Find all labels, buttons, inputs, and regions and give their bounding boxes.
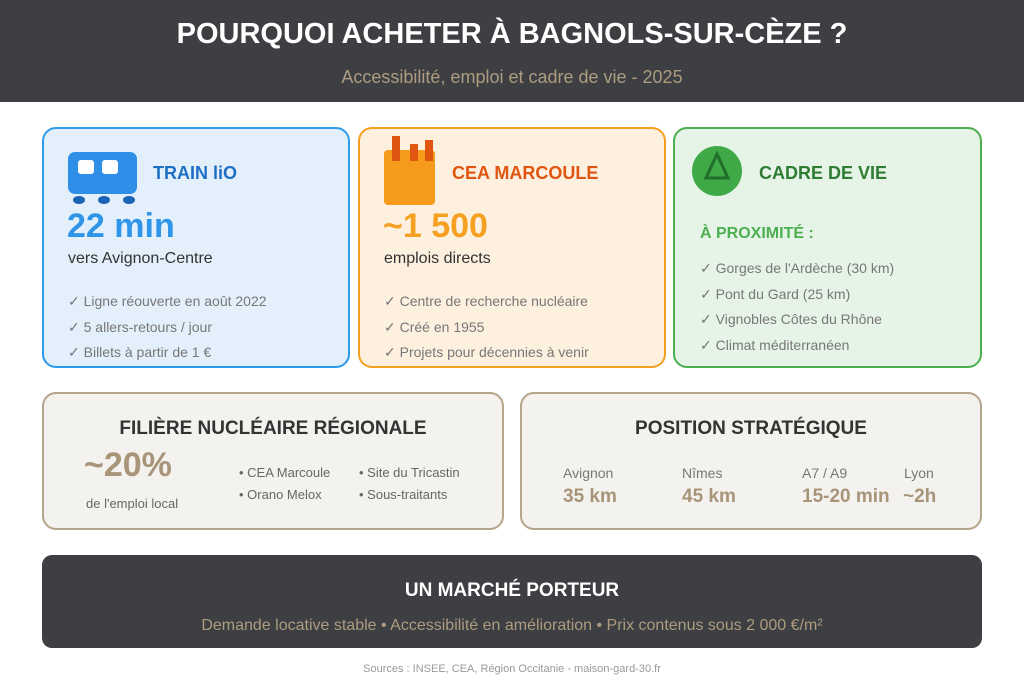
destination-value: 45 km (682, 486, 736, 507)
train-card-title: TRAIN liO (153, 163, 237, 183)
list-item: • Orano Melox (239, 487, 322, 502)
cadre-bullets (700, 256, 894, 358)
tree-icon (691, 145, 743, 197)
cadre-card-title: CADRE DE VIE (759, 163, 888, 183)
list-item: • Sous-traitants (359, 487, 448, 502)
cea-card-title: CEA MARCOULE (452, 163, 599, 183)
list-item: ✓ Vignobles Côtes du Rhône (700, 311, 882, 327)
proximity-heading: À PROXIMITÉ : (700, 225, 814, 242)
nuclear-caption: de l'emploi local (86, 496, 179, 511)
position-title: POSITION STRATÉGIQUE (635, 418, 867, 439)
destination-name: A7 / A9 (802, 465, 848, 481)
nuclear-share-value: ~20% (84, 446, 172, 484)
list-item: ✓ Centre de recherche nucléaire (384, 293, 588, 309)
list-item: ✓ Climat méditerranéen (700, 336, 850, 353)
destination-value: 15-20 min (802, 486, 890, 507)
list-item: ✓ 5 allers-retours / jour (68, 318, 212, 335)
market-text: Demande locative stable • Accessibilité en amélioration • Prix contenus sous 2 000 €/m² (201, 617, 823, 634)
page-title: POURQUOI ACHETER À BAGNOLS-SUR-CÈZE ? (176, 18, 848, 50)
list-item: ✓ Gorges de l'Ardèche (30 km) (700, 260, 895, 276)
list-item: • Site du Tricastin (359, 465, 460, 480)
train-time-value: 22 min (67, 207, 175, 245)
destination-name: Lyon (904, 465, 934, 481)
list-item: ✓ Billets à partir de 1 € (68, 344, 212, 360)
train-caption: vers Avignon-Centre (68, 250, 213, 267)
market-title: UN MARCHÉ PORTEUR (404, 580, 620, 601)
cea-jobs-value: ~1 500 (383, 207, 488, 245)
sources-footer: Sources : INSEE, CEA, Région Occitanie - maison-gard-30.fr (363, 663, 661, 675)
list-item: ✓ Créé en 1955 (384, 318, 485, 335)
train-icon (68, 152, 138, 206)
list-item: ✓ Ligne réouverte en août 2022 (68, 293, 267, 309)
train-bullets (68, 289, 267, 366)
cea-caption: emplois directs (384, 250, 491, 267)
page-subtitle: Accessibilité, emploi et cadre de vie - 2025 (341, 67, 683, 87)
position-card (520, 392, 982, 530)
destination-value: 35 km (563, 486, 617, 507)
cea-bullets (384, 289, 589, 366)
factory-icon (384, 136, 436, 206)
nuclear-title: FILIÈRE NUCLÉAIRE RÉGIONALE (119, 418, 427, 439)
list-item: ✓ Projets pour décennies à venir (384, 344, 589, 360)
destination-value: ~2h (903, 486, 937, 507)
list-item: • CEA Marcoule (239, 465, 331, 480)
list-item: ✓ Pont du Gard (25 km) (700, 285, 851, 302)
destination-name: Avignon (563, 465, 614, 481)
destination-name: Nîmes (682, 465, 723, 481)
